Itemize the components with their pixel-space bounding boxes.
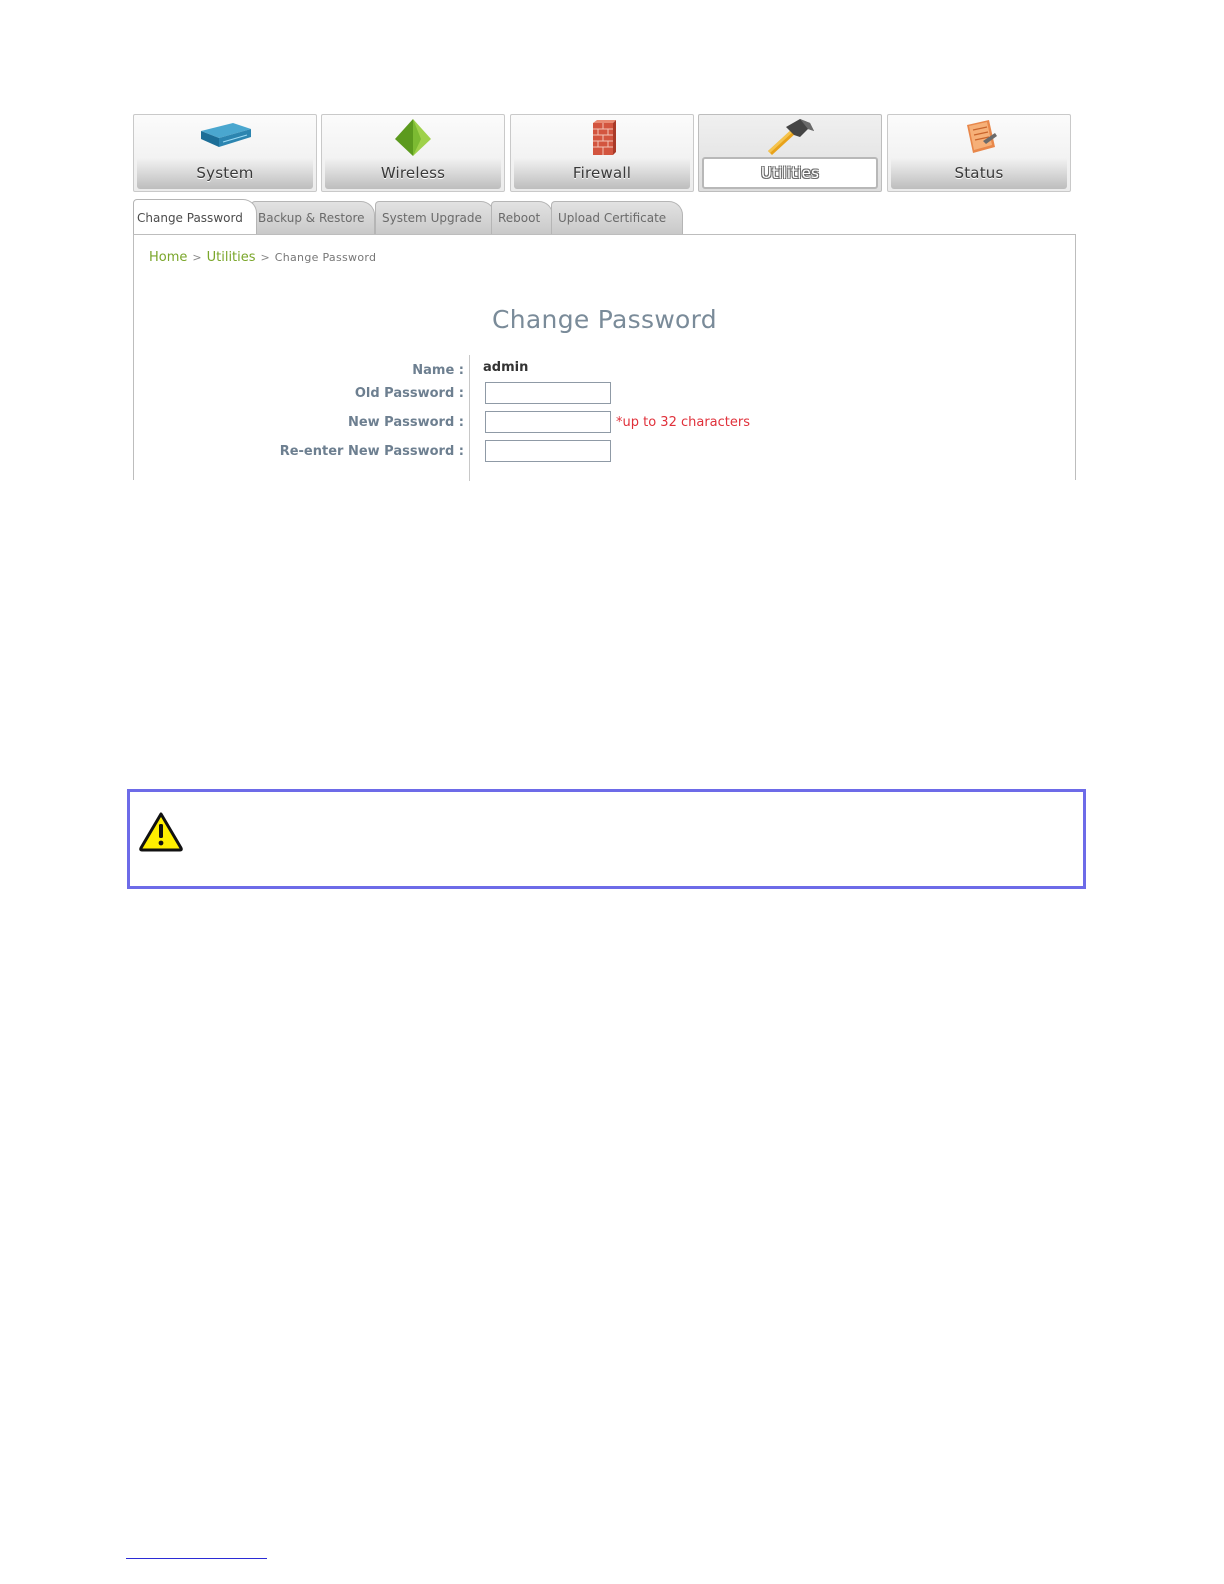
new-password-field[interactable] — [485, 411, 611, 433]
nav-wireless-button[interactable] — [321, 114, 505, 192]
nav-wireless-label: Wireless — [325, 157, 501, 189]
router-device-icon — [195, 117, 255, 157]
nav-system-label: System — [137, 157, 313, 189]
reenter-password-label: Re-enter New Password : — [279, 444, 464, 459]
content-panel — [133, 234, 1076, 480]
breadcrumb-separator: > — [260, 251, 270, 264]
utilities-subtabs — [133, 199, 1075, 235]
breadcrumb-separator: > — [192, 251, 202, 264]
page-title: Change Password — [492, 305, 717, 334]
nav-utilities-button[interactable] — [698, 114, 882, 192]
tab-system-upgrade[interactable]: System Upgrade — [375, 201, 495, 234]
breadcrumb-home-link[interactable]: Home — [149, 250, 188, 265]
warning-triangle-icon — [138, 811, 184, 853]
new-password-label: New Password : — [347, 415, 464, 430]
footnote-separator — [126, 1558, 267, 1559]
nav-system-button[interactable] — [133, 114, 317, 192]
tab-backup-restore[interactable]: Backup & Restore — [251, 201, 375, 234]
nav-firewall-button[interactable] — [510, 114, 694, 192]
tab-reboot[interactable]: Reboot — [491, 201, 553, 234]
password-length-hint: *up to 32 characters — [616, 415, 751, 430]
old-password-field[interactable] — [485, 382, 611, 404]
breadcrumb-current: Change Password — [274, 251, 377, 264]
old-password-label: Old Password : — [354, 386, 464, 401]
nav-status-button[interactable] — [887, 114, 1071, 192]
breadcrumb-utilities-link[interactable]: Utilities — [206, 250, 256, 265]
form-divider — [469, 355, 470, 481]
tab-upload-certificate[interactable]: Upload Certificate — [551, 201, 683, 234]
notepad-icon — [949, 117, 1009, 157]
brick-wall-icon — [572, 117, 632, 157]
nav-firewall-label: Firewall — [514, 157, 690, 189]
main-navigation — [133, 114, 1073, 194]
green-pyramid-icon — [383, 117, 443, 157]
nav-utilities-label: Utilities — [702, 157, 878, 189]
hammer-icon — [760, 117, 820, 157]
reenter-password-field[interactable] — [485, 440, 611, 462]
breadcrumb — [149, 250, 376, 265]
nav-status-label: Status — [891, 157, 1067, 189]
tab-change-password[interactable]: Change Password — [133, 199, 257, 234]
name-value: admin — [483, 360, 529, 375]
name-label: Name : — [412, 363, 464, 378]
warning-callout — [127, 789, 1086, 889]
